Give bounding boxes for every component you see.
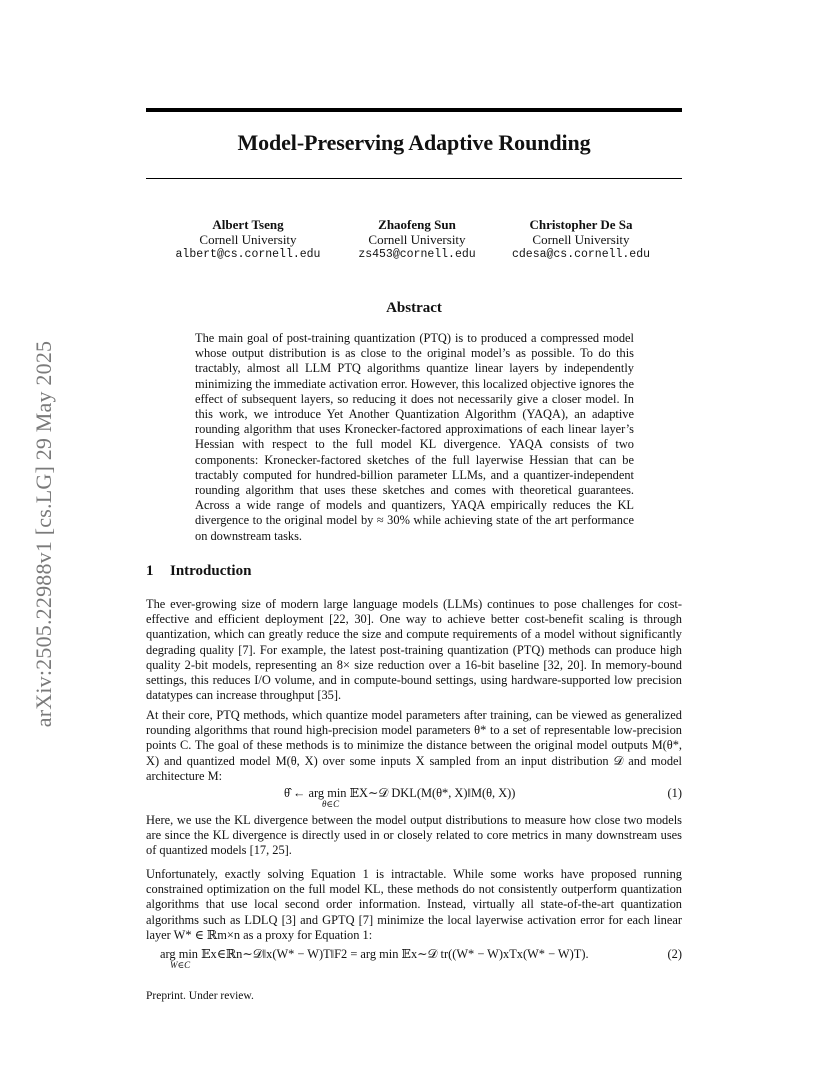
abstract-heading: Abstract [386,300,442,316]
equation-1 [146,785,682,811]
author-block [491,217,671,262]
author-name: Albert Tseng [212,217,284,232]
abstract-text: The main goal of post-training quantization (PTQ) is to produced a compressed model whose output distribution is as close to the original model’s as possible. To do this tractably, almost all LLM PTQ algorithms quantize linear layers by independently minimizing the immediate activation error. However, this localized objective ignores the effect of subsequent layers, so reducing it does not necessarily give a closer model. In this work, we introduce Yet Another Quantization Algorithm (YAQA), an adaptive rounding algorithm that uses Kronecker-factored approximations of each linear layer’s Hessian with respect to the full model KL divergence. YAQA consists of two components: Kronecker-factored sketches of the full layerwise Hessian that can be tractably computed for hundred-billion parameter LLMs, and a quantizer-independent rounding algorithm that uses these sketches and comes with theoretical guarantees. Across a wide range of models and quantizers, YAQA empirically reduces the KL divergence to the original model by ≈ 30% while achieving state of the art performance on downstream tasks. [195,331,634,543]
intro-paragraph: At their core, PTQ methods, which quantize model parameters after training, can be viewed as generalized rounding algorithms that round high-precision model parameters θ* to a set of representable low-precision points C. The goal of these methods is to minimize the distance between the original model outputs M(θ*, X) and quantized model M(θ, X) over some inputs X sampled from an input distribution 𝒟 and model architecture M: [146,708,682,783]
author-affiliation: Cornell University [532,232,630,247]
intro-paragraph: Here, we use the KL divergence between the model output distributions to measure how close two models are since the KL divergence is directly used in or closely related to core metrics in many downstream uses of quantized models [17, 25]. [146,813,682,858]
section-heading [146,563,251,580]
author-affiliation: Cornell University [199,232,297,247]
author-name: Christopher De Sa [529,217,633,232]
equation-subscript: W∈C [170,960,191,970]
equation-subscript: θ∈C [322,799,340,809]
intro-paragraph: Unfortunately, exactly solving Equation 1 is intractable. While some works have proposed running constrained optimization on the full model KL, these methods do not consistently outperform quantization algorithms that use local second order information. Instead, virtually all state-of-the-art quantization algorithms such as LDLQ [3] and GPTQ [7] minimize the local layerwise activation error for each linear layer W* ∈ ℝm×n as a proxy for Equation 1: [146,867,682,942]
preprint-footer: Preprint. Under review. [146,990,254,1002]
equation-body: θ̂ ← arg min 𝔼X∼𝒟 DKL(M(θ*, X)‖M(θ, X)) [284,786,516,800]
equation-2 [146,946,682,972]
title-rule-top [146,108,682,112]
intro-paragraph: The ever-growing size of modern large language models (LLMs) continues to pose challenges for cost-effective and efficient deployment [22, 30]. One way to achieve better cost-benefit scaling is through quantization, which can greatly reduce the size and compute requirements of a model without significantly degrading quality [7]. For example, the latest post-training quantization (PTQ) methods can produce high quality 2-bit models, representing an 8× size reduction over a 16-bit baseline [32, 20]. In memory-bound settings, this reduces I/O volume, and in compute-bound settings, using hardware-supported low precision datatypes can increase throughput [35]. [146,597,682,703]
arxiv-side-stamp: arXiv:2505.22988v1 [cs.LG] 29 May 2025 [31,340,56,728]
author-email: cdesa@cs.cornell.edu [511,248,651,261]
author-email: albert@cs.cornell.edu [175,248,321,261]
author-block [327,217,507,262]
author-affiliation: Cornell University [368,232,466,247]
paper-title: Model-Preserving Adaptive Rounding [237,130,591,155]
equation-body: arg min 𝔼x∈ℝn∼𝒟‖x(W* − W)T‖F2 = arg min 𝔼x∼𝒟 tr((W* − W)xTx(W* − W)T). [160,947,589,961]
author-block [158,217,338,262]
section-number: 1 [146,563,154,579]
title-rule-bottom [146,178,682,179]
author-name: Zhaofeng Sun [378,217,456,232]
section-title: Introduction [170,563,252,579]
equation-number: (1) [667,786,682,800]
equation-number: (2) [667,947,682,961]
author-email: zs453@cornell.edu [358,248,476,261]
